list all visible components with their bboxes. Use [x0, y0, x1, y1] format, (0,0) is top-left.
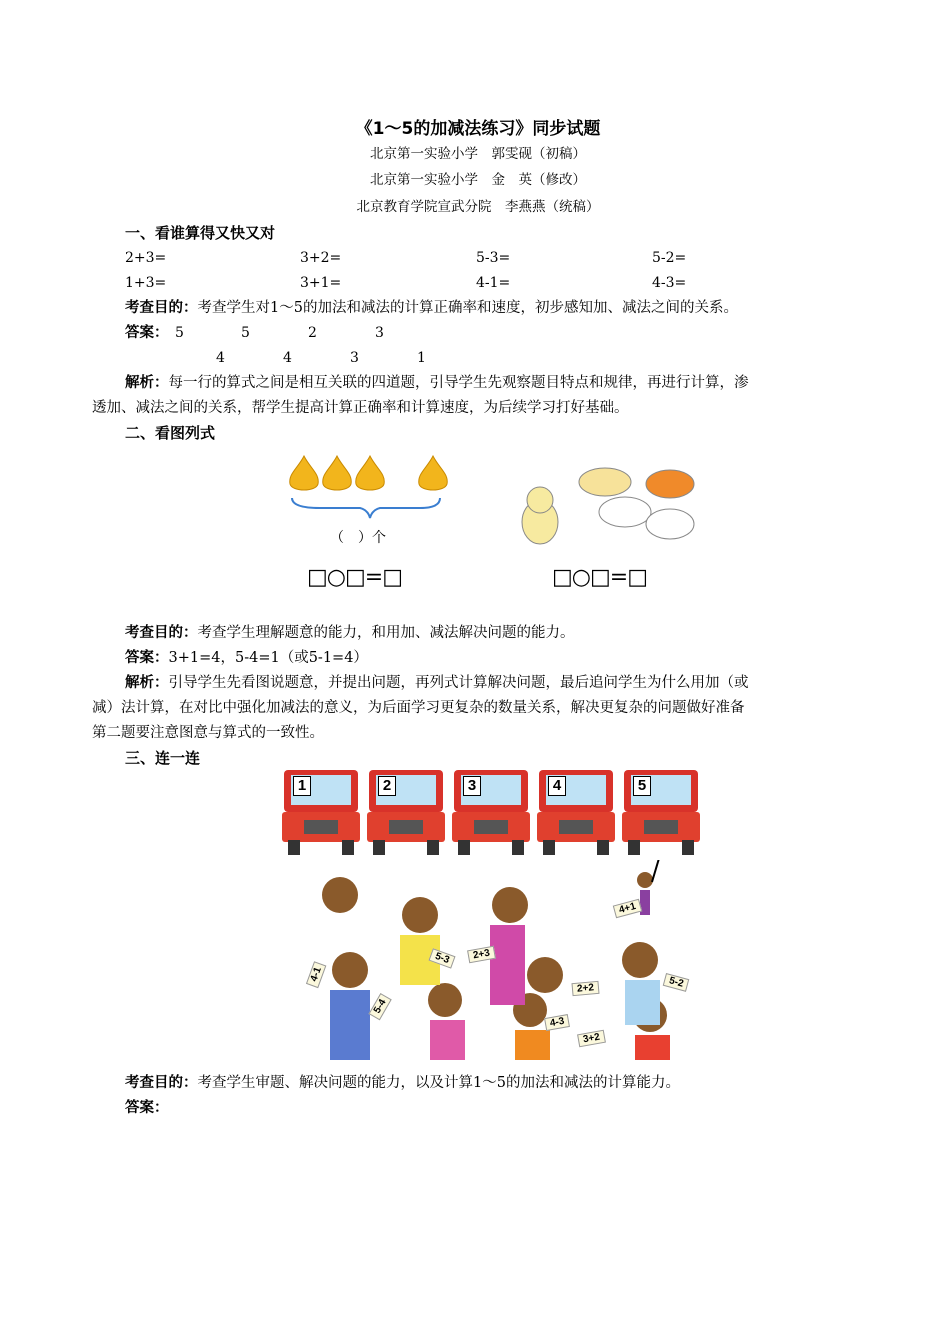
bus: [622, 770, 700, 855]
analysis-text: 引导学生先看图说题意，并提出问题，再列式计算解决问题，最后追问学生为什么用加（或: [168, 675, 749, 691]
pear-count-caption: （ ）个: [330, 530, 386, 546]
purpose-paragraph: [125, 1073, 680, 1093]
cats-illustration: [515, 462, 705, 552]
purpose-text: 考查学生审题、解决问题的能力，以及计算1～5的加法和减法的计算能力。: [197, 1075, 680, 1091]
answer-value: 4: [216, 350, 225, 366]
answer-value: 2: [308, 325, 317, 341]
purpose-paragraph: [125, 298, 738, 318]
children-illustration: [300, 860, 710, 1065]
answer-label: [125, 323, 169, 343]
section-heading: 一、看谁算得又快又对: [125, 224, 276, 242]
equation: 3+1=: [300, 275, 342, 291]
formula-blank: □○□=□: [552, 565, 647, 590]
number-card: 5-3: [429, 948, 456, 969]
analysis-label: 解析：: [125, 675, 169, 691]
answer-text: 3+1=4，5-4=1（或5-1=4）: [168, 650, 368, 666]
number-card: 2+3: [467, 946, 496, 963]
answer-value: 5: [241, 325, 250, 341]
section-heading: 二、看图列式: [125, 424, 216, 442]
answer-value: 3: [375, 325, 384, 341]
number-card: 2+2: [571, 981, 599, 996]
bus: [282, 770, 360, 855]
bus-number: 4: [548, 776, 566, 796]
purpose-text: 考查学生对1～5的加法和减法的计算正确率和速度，初步感知加、减法之间的关系。: [197, 300, 738, 316]
answer-value: 3: [350, 350, 359, 366]
analysis-text: 透加、减法之间的关系，帮学生提高计算正确率和计算速度，为后续学习打好基础。: [92, 400, 629, 416]
equation: 4-3=: [652, 275, 687, 291]
answer-label-text: 答案：: [125, 325, 169, 341]
analysis-paragraph: [125, 373, 749, 393]
analysis-label: 解析：: [125, 375, 169, 391]
section-heading: 三、连一连: [125, 749, 201, 767]
analysis-text: 减）法计算，在对比中强化加减法的意义，为后面学习更复杂的数量关系，解决更复杂的问题做好准备: [92, 700, 745, 716]
number-card: 4-1: [306, 961, 327, 988]
bus-number: 3: [463, 776, 481, 796]
author-line: 北京教育学院宣武分院 李燕燕（统稿）: [356, 199, 600, 215]
equation: 1+3=: [125, 275, 167, 291]
author-line: 北京第一实验小学 郭雯砚（初稿）: [370, 146, 586, 162]
equation: 5-2=: [652, 250, 687, 266]
answer-value: 1: [417, 350, 426, 366]
equation: 3+2=: [300, 250, 342, 266]
purpose-paragraph: [125, 623, 575, 643]
number-card: 3+2: [577, 1030, 606, 1047]
bus-number: 5: [633, 776, 651, 796]
page-title: 《1～5的加减法练习》同步试题: [355, 119, 601, 139]
purpose-label: 考查目的：: [125, 300, 198, 316]
purpose-label: 考查目的：: [125, 625, 198, 641]
bus: [537, 770, 615, 855]
bus-number: 1: [293, 776, 311, 796]
number-card: 4-3: [544, 1014, 570, 1031]
equation: 2+3=: [125, 250, 167, 266]
equation: 4-1=: [476, 275, 511, 291]
analysis-text: 第二题要注意图意与算式的一致性。: [92, 725, 324, 741]
number-card: 5-2: [663, 973, 690, 992]
answer-value: 4: [283, 350, 292, 366]
answer-paragraph: [125, 1098, 169, 1118]
answer-label: 答案：: [125, 650, 169, 666]
author-line: 北京第一实验小学 金 英（修改）: [370, 172, 586, 188]
equation: 5-3=: [476, 250, 511, 266]
bus: [452, 770, 530, 855]
answer-paragraph: [125, 648, 368, 668]
purpose-label: 考查目的：: [125, 1075, 198, 1091]
analysis-paragraph: [125, 673, 749, 693]
number-card: 5-4: [368, 993, 391, 1021]
purpose-text: 考查学生理解题意的能力，和用加、减法解决问题的能力。: [197, 625, 575, 641]
bus: [367, 770, 445, 855]
bus-number: 2: [378, 776, 396, 796]
number-card: 4+1: [613, 899, 642, 919]
analysis-text: 每一行的算式之间是相互关联的四道题，引导学生先观察题目特点和规律，再进行计算，渗: [168, 375, 749, 391]
answer-value: 5: [175, 325, 184, 341]
formula-blank: □○□=□: [307, 565, 402, 590]
answer-label: 答案：: [125, 1100, 169, 1116]
